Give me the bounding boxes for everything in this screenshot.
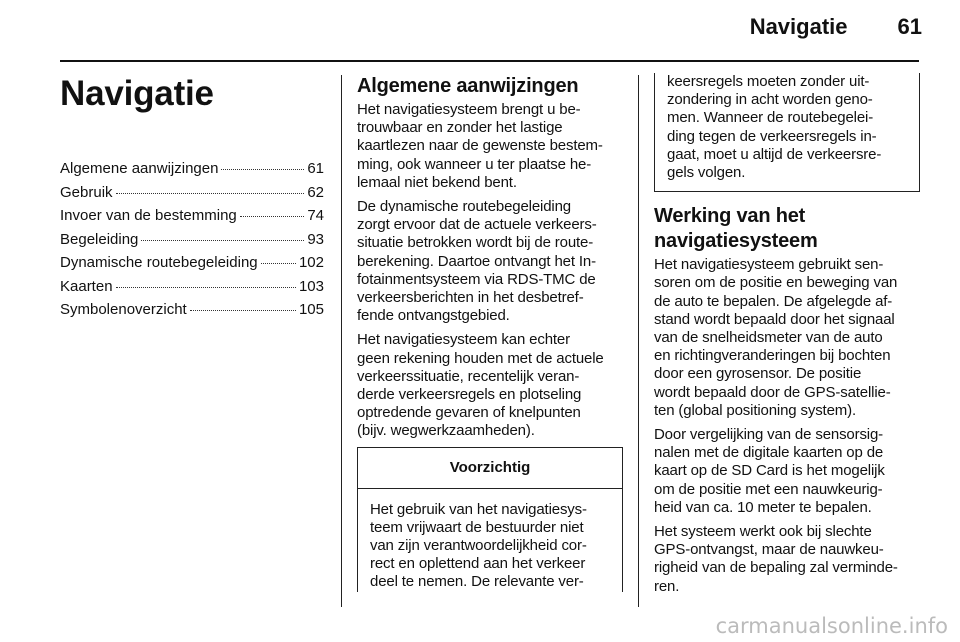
toc-leader [141,240,304,241]
toc-label: Begeleiding [60,230,139,248]
toc-entry[interactable] [60,207,324,231]
column-divider-1 [341,75,342,607]
toc-entry[interactable] [60,278,324,302]
toc-label: Invoer van de bestemming [60,207,237,224]
toc-page: 102 [298,254,324,271]
toc-page: 105 [298,301,324,318]
toc-label: Gebruik [60,183,113,201]
toc-page: 62 [307,183,324,201]
toc-page: 61 [307,160,324,177]
paragraph: Door vergelijking van de sensorsig- nalen met de digitale kaarten op de kaart op de SD Card is het mogelijk om de positie met een nauwkeurig- heid van ca. 10 meter te bepalen. [654,426,885,516]
toc-label: Algemene aanwijzingen [60,160,219,177]
section-heading-general: Algemene aanwijzingen [357,75,579,97]
toc-entry[interactable] [60,160,324,184]
caution-text: Het gebruik van het navigatiesys- teem vrijwaart de bestuurder niet van zijn verantwoordelijkheid cor- rect en oplettend aan het verkeer deel te nemen. De relevante ver- [370,500,587,591]
toc-page: 103 [298,277,324,295]
page-number: 61 [897,14,922,39]
column-2 [357,74,623,592]
caution-box-continued [654,73,920,192]
watermark: carmanualsonline.info [715,614,948,638]
header-rule [60,60,919,62]
caution-text-continued: keersregels moeten zonder uit- zondering in acht worden geno- men. Wanneer de routebegelei- ding tegen de verkeersregels in- gaat, moet u altijd de verkeersre- gels volgen. [667,73,882,182]
column-1 [60,74,324,325]
caution-heading: Voorzichtig [358,448,622,489]
toc-page: 74 [307,207,324,224]
paragraph: De dynamische routebegeleiding zorgt ervoor dat de actuele verkeers- situatie betrokken wordt bij de route- berekening. Daartoe ontvangt het In- fotainmentsysteem via RDS-TMC de verkeersberichten in het desbetref- fende ontvangstgebied. [357,198,597,325]
column-divider-2 [638,75,639,607]
toc-entry[interactable] [60,184,324,208]
paragraph: Het systeem werkt ook bij slechte GPS-ontvangst, maar de nauwkeu- righeid van de bepaling zal verminde- ren. [654,523,898,595]
column-3 [654,74,920,602]
toc-entry[interactable] [60,254,324,278]
running-header [0,14,922,40]
toc-leader [116,193,305,194]
toc-leader [240,216,305,217]
toc-page: 93 [307,230,324,248]
paragraph: Het navigatiesysteem gebruikt sen- soren om de positie en beweging van de auto te bepalen. De afgelegde af- stand wordt bepaald door het signaal van de snelheidsmeter van de auto en richtingveranderingen bij bochten door een gyrosensor. De positie wordt bepaald door de GPS-satellie- ten (global positioning system). [654,256,898,419]
toc-leader [190,310,296,311]
section-heading-operation: Werking van het navigatiesysteem [654,205,818,253]
toc-leader [221,169,304,170]
running-title: Navigatie [749,14,848,39]
paragraph: Het navigatiesysteem brengt u be- trouwbaar en zonder het lastige kaartlezen naar de gewenste bestem- ming, ook wanneer u ter plaatse he- lemaal niet bekend bent. [357,101,603,191]
toc-entry[interactable] [60,231,324,255]
toc-label: Dynamische routebegeleiding [60,254,258,271]
toc-leader [261,263,296,264]
paragraph: Het navigatiesysteem kan echter geen rekening houden met de actuele verkeerssituatie, recentelijk veran- derde verkeersregels en plotseling optredende gevaren of knelpunten (bijv. wegwerkzaamheden). [357,331,604,440]
chapter-title: Navigatie [60,74,214,113]
toc-leader [116,287,296,288]
toc-label: Kaarten [60,277,113,295]
toc-entry[interactable] [60,301,324,325]
toc-label: Symbolenoverzicht [60,301,187,318]
chapter-toc [60,160,324,325]
caution-box [357,447,623,592]
